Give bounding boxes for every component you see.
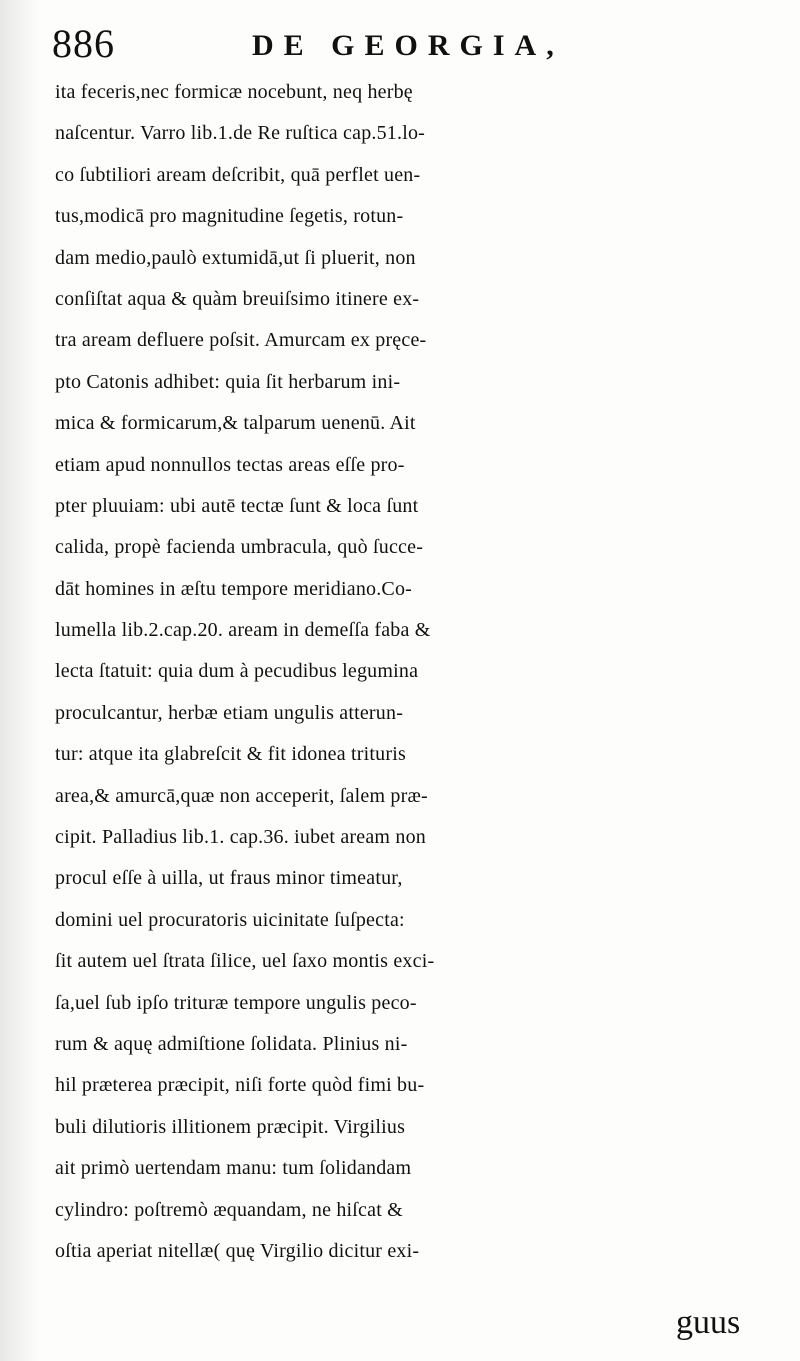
text-line: area,& amurcā,quæ non acceperit, ſalem præ- (55, 784, 428, 807)
text-line: ſa,uel ſub ipſo trituræ tempore ungulis peco- (55, 991, 417, 1014)
text-line: procul eſſe à uilla, ut fraus minor timeatur, (55, 867, 403, 890)
text-line: domini uel procuratoris uicinitate ſuſpecta: (55, 908, 405, 931)
text-line: naſcentur. Varro lib.1.de Re ruſtica cap.51.lo- (55, 122, 426, 145)
text-line: cylindro: poſtremò æquandam, ne hiſcat & (55, 1198, 403, 1221)
text-line: ſit autem uel ſtrata ſilice, uel ſaxo montis exci- (55, 950, 435, 973)
text-line: buli dilutioris illitionem præcipit. Virgilius (55, 1115, 406, 1138)
text-line: tur: atque ita glabreſcit & fit idonea trituris (55, 743, 406, 766)
text-line: lecta ſtatuit: quia dum à pecudibus legumina (55, 660, 419, 683)
text-line: co ſubtiliori aream deſcribit, quā perflet uen- (55, 163, 421, 186)
running-title: DE GEORGIA, (252, 29, 564, 62)
text-line: oſtia aperiat nitellæ( quę Virgilio dicitur exi- (55, 1239, 420, 1262)
text-line: calida, propè facienda umbracula, quò ſucce- (55, 536, 424, 559)
text-line: cipit. Palladius lib.1. cap.36. iubet aream non (55, 826, 426, 849)
text-line: dāt homines in æſtu tempore meridiano.Co- (55, 577, 413, 600)
text-line: dam medio,paulò extumidā,ut ſi pluerit, non (55, 246, 416, 269)
text-line: conſiſtat aqua & quàm breuiſsimo itinere ex- (55, 287, 420, 310)
page-gutter-shadow (0, 0, 40, 1361)
text-line: mica & formicarum,& talparum uenenū. Ait (55, 412, 416, 435)
text-line: lumella lib.2.cap.20. aream in demeſſa faba & (55, 619, 431, 642)
text-line: hil præterea præcipit, niſi forte quòd fimi bu- (55, 1074, 425, 1097)
text-line: proculcantur, herbæ etiam ungulis atterun- (55, 701, 404, 724)
text-line: etiam apud nonnullos tectas areas eſſe pro- (55, 453, 405, 476)
text-line: pter pluuiam: ubi autē tectæ ſunt & loca ſunt (55, 494, 419, 517)
page-number: 886 (52, 21, 115, 66)
body-text (55, 72, 765, 1272)
text-line: ita feceris,nec formicæ nocebunt, neq herbę (55, 81, 413, 103)
catchword: guus (676, 1304, 741, 1341)
running-head (52, 22, 752, 66)
text-line: pto Catonis adhibet: quia ſit herbarum ini- (55, 370, 401, 393)
text-line: tus,modicā pro magnitudine ſegetis, rotun- (55, 205, 404, 228)
text-line: tra aream defluere poſsit. Amurcam ex pręce- (55, 329, 427, 352)
text-line: ait primò uertendam manu: tum ſolidandam (55, 1157, 412, 1180)
text-line: rum & aquę admiſtione ſolidata. Plinius ni- (55, 1032, 408, 1055)
